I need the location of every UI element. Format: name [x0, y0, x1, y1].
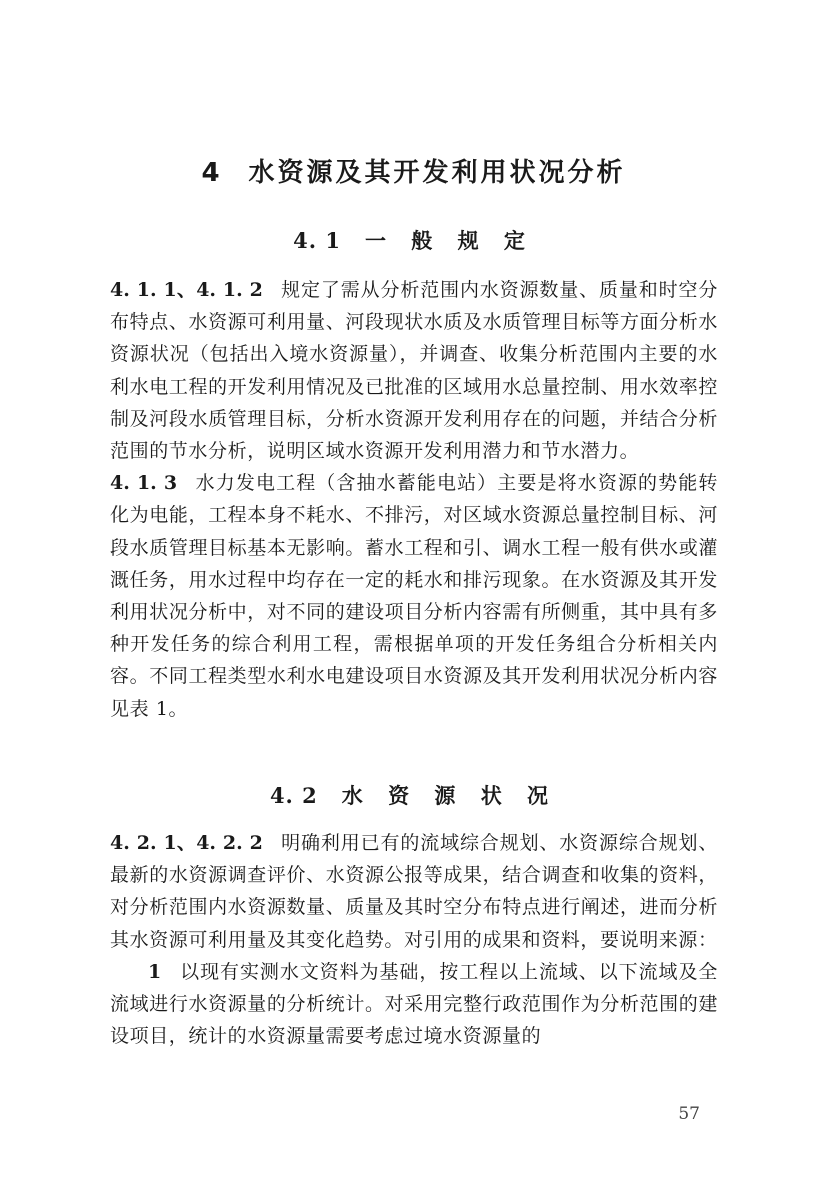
section-title-text: 一 般 规 定 [364, 229, 534, 253]
section-title-4-1 [0, 226, 827, 256]
chapter-title-text: 水资源及其开发利用状况分析 [248, 158, 626, 188]
section-title-4-2 [0, 781, 827, 811]
section-4-2-body [110, 827, 718, 1052]
clause-paragraph [110, 467, 718, 725]
clause-text: 规定了需从分析范围内水资源数量、质量和时空分布特点、水资源可利用量、河段现状水质及水质管理目标等方面分析水资源状况（包括出入境水资源量），并调查、收集分析范围内主要的水利水电工程的开发利用情况及已批准的区域用水总量控制、用水效率控制及河段水质管理目标，分析水资源开发利用存在的问题，并结合分析范围的节水分析，说明区域水资源开发利用潜力和节水潜力。 [110, 279, 718, 463]
clause-number: 4. 1. 1、4. 1. 2 [110, 279, 263, 301]
page-number: 57 [678, 1104, 700, 1124]
section-number: 4. 1 [293, 228, 341, 253]
clause-paragraph [110, 274, 718, 467]
clause-paragraph [110, 827, 718, 956]
chapter-title [0, 155, 827, 191]
clause-text: 明确利用已有的流域综合规划、水资源综合规划、最新的水资源调查评价、水资源公报等成果，结合调查和收集的资料，对分析范围内水资源数量、质量及其时空分布特点进行阐述，进而分析其水资源可利用量及其变化趋势。对引用的成果和资料，要说明来源： [110, 832, 718, 951]
clause-text: 水力发电工程（含抽水蓄能电站）主要是将水资源的势能转化为电能，工程本身不耗水、不排污，对区域水资源总量控制目标、河段水质管理目标基本无影响。蓄水工程和引、调水工程一般有供水或灌溉任务，用水过程中均存在一定的耗水和排污现象。在水资源及其开发利用状况分析中，对不同的建设项目分析内容需有所侧重，其中具有多种开发任务的综合利用工程，需根据单项的开发任务组合分析相关内容。不同工程类型水利水电建设项目水资源及其开发利用状况分析内容见表 1。 [110, 472, 718, 720]
list-item [110, 956, 718, 1053]
section-number: 4. 2 [269, 783, 318, 808]
clause-number: 4. 2. 1、4. 2. 2 [110, 832, 263, 854]
chapter-number: 4 [201, 158, 223, 188]
clause-number: 4. 1. 3 [110, 472, 178, 495]
section-title-text: 水 资 源 状 况 [341, 784, 558, 808]
section-4-1-body [110, 274, 718, 725]
item-number: 1 [148, 960, 162, 983]
item-text: 以现有实测水文资料为基础，按工程以上流域、以下流域及全流域进行水资源量的分析统计。对采用完整行政范围作为分析范围的建设项目，统计的水资源量需要考虑过境水资源量的 [110, 960, 718, 1048]
